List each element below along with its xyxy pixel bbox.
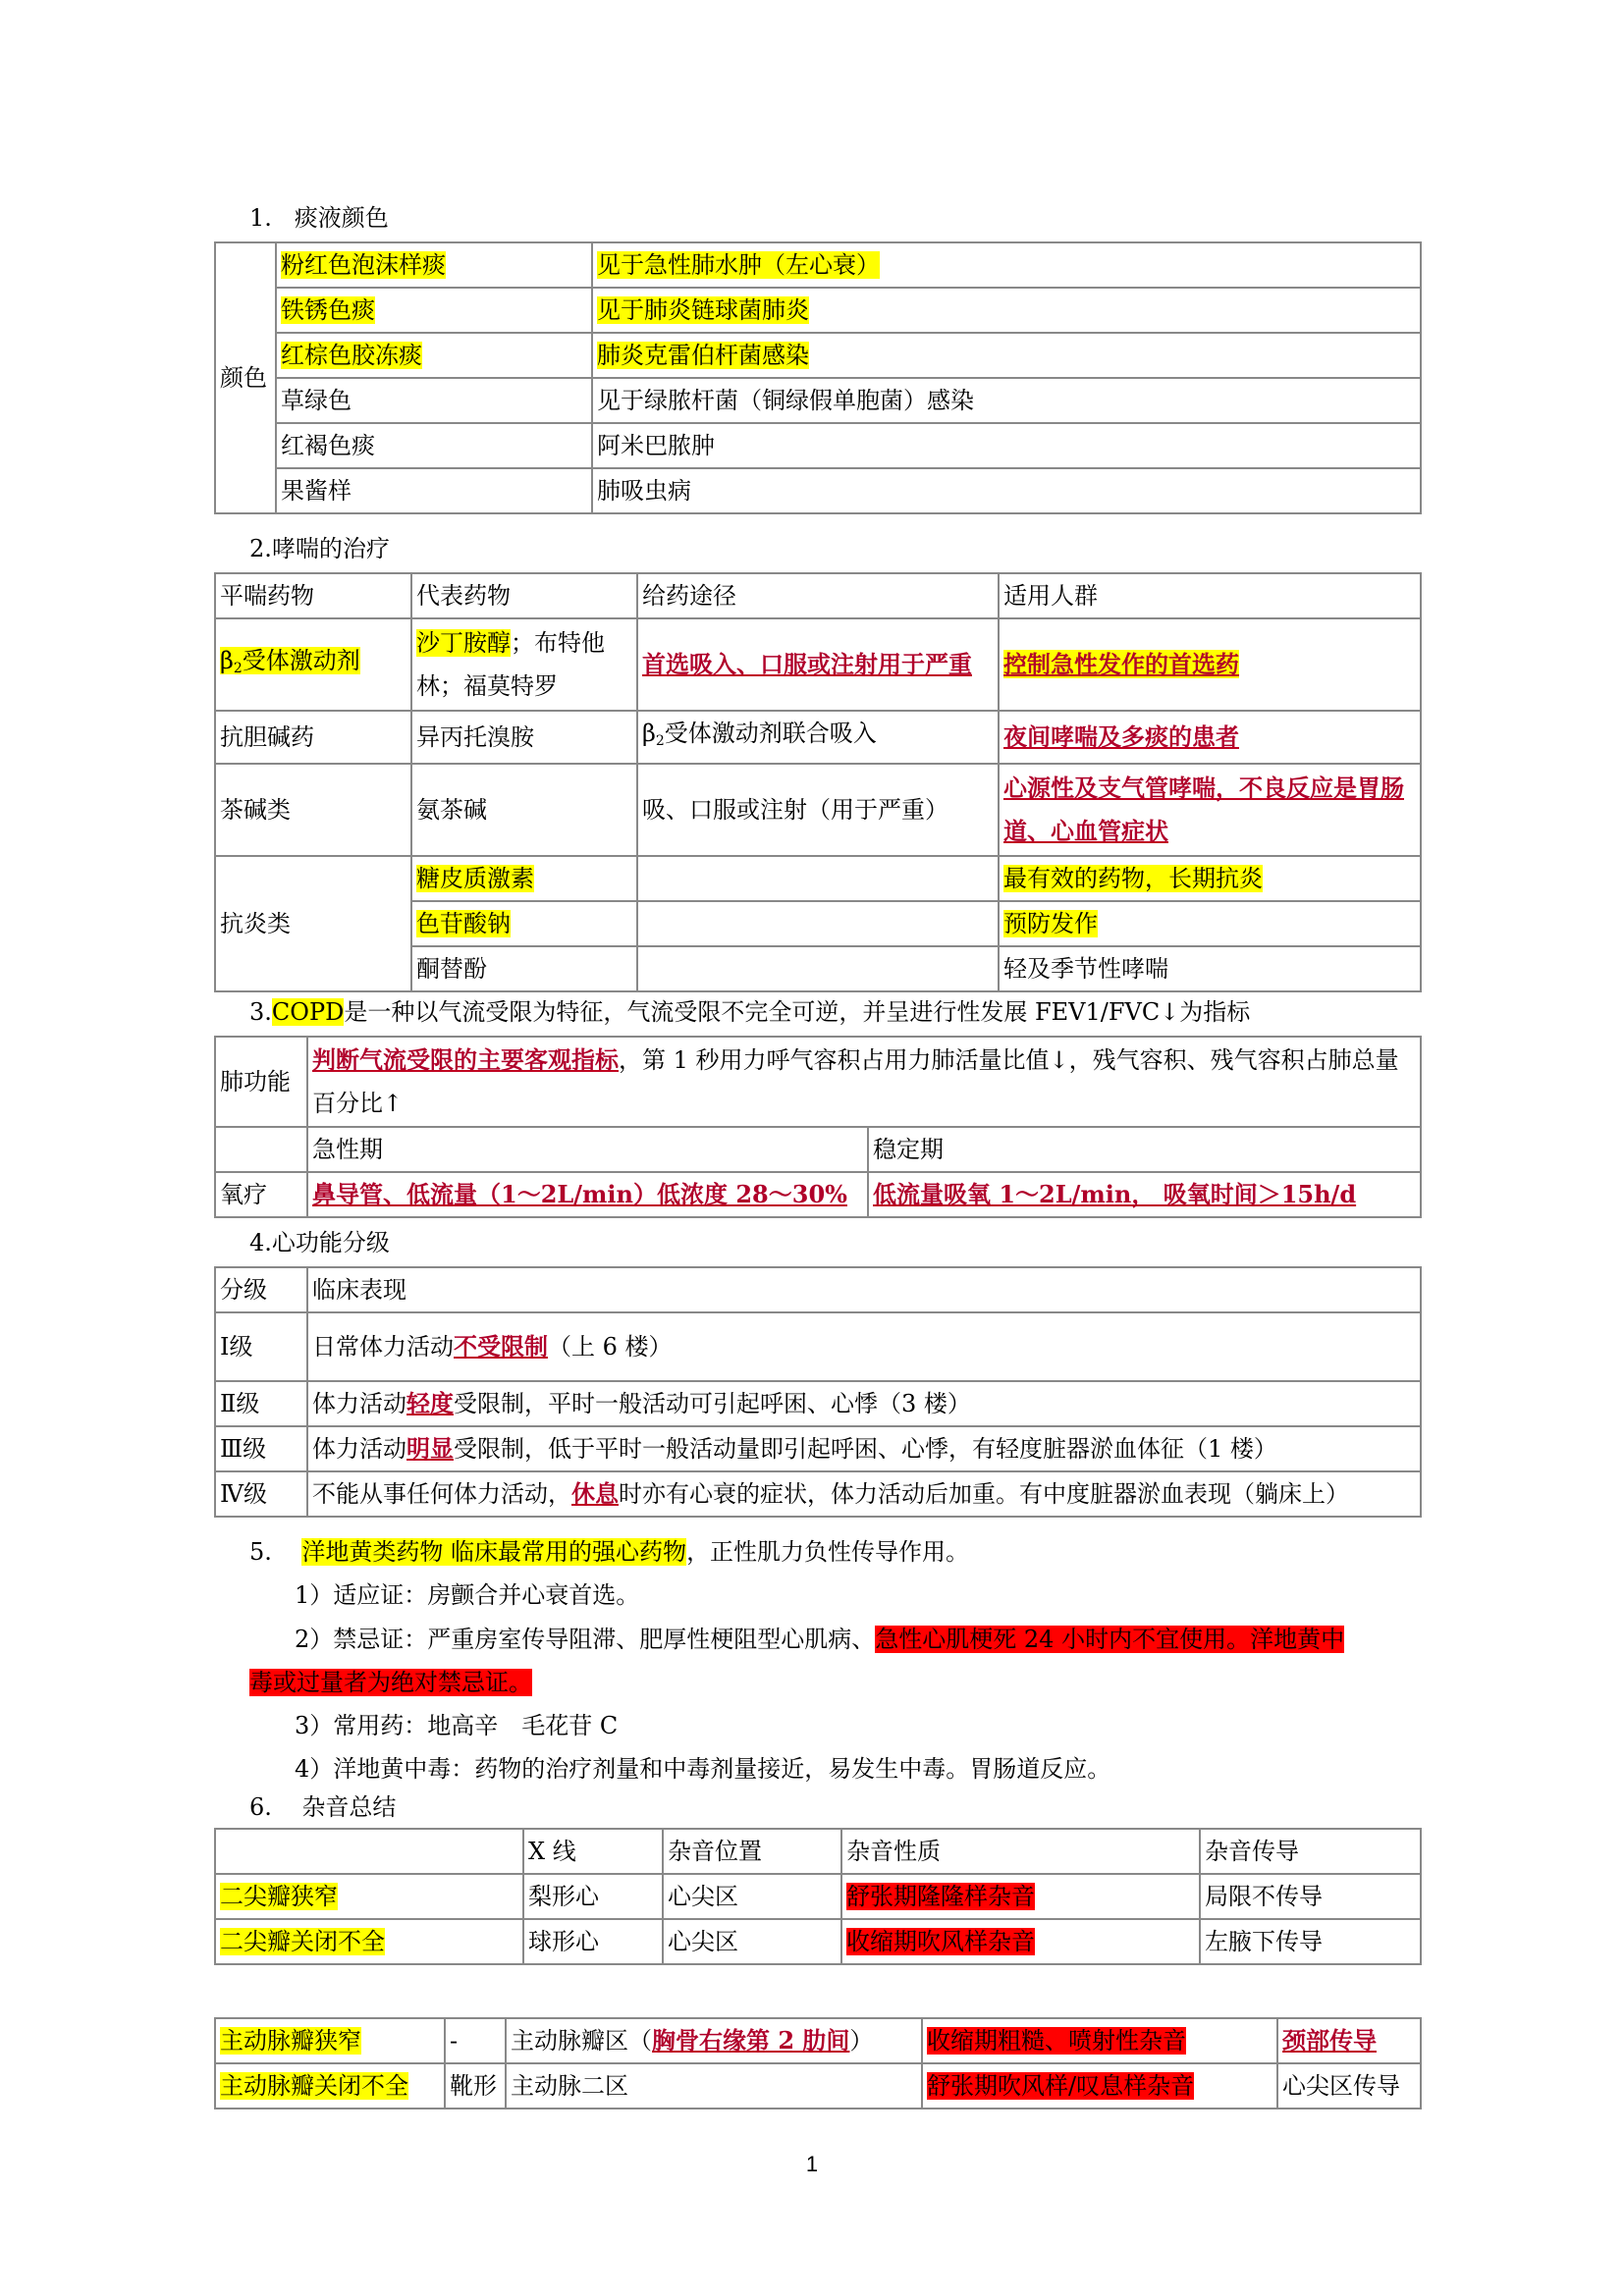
table-row (215, 242, 1421, 288)
section-5-heading: 5. 洋地黄类药物 临床最常用的强心药物，正性肌力负性传导作用。 (249, 1538, 970, 1566)
header-cell: 临床表现 (307, 1267, 1421, 1312)
table-cell: 色苷酸钠 (411, 901, 637, 946)
table-cell: 二尖瓣关闭不全 (215, 1919, 523, 1964)
table-cell: 沙丁胺醇；布特他林；福莫特罗 (411, 618, 637, 711)
table-row (215, 1874, 1421, 1919)
table-row (215, 378, 1421, 423)
paragraph: 2）禁忌证：严重房室传导阻滞、肥厚性梗阻型心肌病、急性心肌梗死 24 小时内不宜使用。洋地黄中 (295, 1626, 1345, 1653)
table-cell: 红棕色胶冻痰 (276, 333, 592, 378)
asthma-treatment-table (214, 572, 1422, 992)
table-cell (637, 856, 999, 901)
table-cell: 酮替酚 (411, 946, 637, 991)
table-cell: 草绿色 (276, 378, 592, 423)
table-cell: 最有效的药物，长期抗炎 (999, 856, 1421, 901)
table-cell: 夜间哮喘及多痰的患者 (999, 711, 1421, 764)
table-row (215, 1312, 1421, 1381)
table-cell: 异丙托溴胺 (411, 711, 637, 764)
table-header-row (215, 1829, 1421, 1874)
group-label-cell: 颜色 (215, 242, 276, 513)
section-title: 痰液颜色 (294, 204, 389, 232)
table-header-row (215, 573, 1421, 618)
table-cell: 体力活动轻度受限制，平时一般活动可引起呼困、心悸（3 楼） (307, 1381, 1421, 1426)
header-cell: 分级 (215, 1267, 307, 1312)
table-cell: 收缩期粗糙、喷射性杂音 (922, 2018, 1277, 2063)
table-cell: 轻及季节性哮喘 (999, 946, 1421, 991)
table-cell: Ⅲ级 (215, 1426, 307, 1471)
table-cell: $\beta_2$受体激动剂联合吸入 (637, 711, 999, 764)
table-cell: 心尖区传导 (1277, 2063, 1421, 2109)
table-cell: $\beta_2$受体激动剂 (215, 618, 411, 711)
table-row (215, 618, 1421, 711)
table-cell: 红褐色痰 (276, 423, 592, 468)
table-cell: 体力活动明显受限制，低于平时一般活动量即引起呼困、心悸，有轻度脏器淤血体征（1 楼） (307, 1426, 1421, 1471)
table-cell: 判断气流受限的主要客观指标，第 1 秒用力呼气容积占用力肺活量比值↓，残气容积、残气容积占肺总量百分比↑ (307, 1037, 1421, 1127)
table-cell: 糖皮质激素 (411, 856, 637, 901)
header-cell: 平喘药物 (215, 573, 411, 618)
table-cell: 果酱样 (276, 468, 592, 513)
paragraph: 毒或过量者为绝对禁忌证。 (249, 1669, 532, 1696)
table-cell: 抗胆碱药 (215, 711, 411, 764)
table-cell: 粉红色泡沫样痰 (276, 242, 592, 288)
table-row (215, 1919, 1421, 1964)
table-cell: 心尖区 (663, 1874, 841, 1919)
header-cell: 代表药物 (411, 573, 637, 618)
table-cell: 见于急性肺水肿（左心衰） (592, 242, 1421, 288)
heart-function-table (214, 1266, 1422, 1518)
table-cell: 见于肺炎链球菌肺炎 (592, 288, 1421, 333)
section-4-heading: 4.心功能分级 (249, 1229, 390, 1256)
section-1-heading (249, 203, 389, 233)
paragraph: 4）洋地黄中毒：药物的治疗剂量和中毒剂量接近，易发生中毒。胃肠道反应。 (295, 1755, 1111, 1783)
table-cell: 左腋下传导 (1200, 1919, 1421, 1964)
table-cell: 低流量吸氧 1～2L/min， 吸氧时间＞15h/d (868, 1172, 1421, 1217)
table-row (215, 1172, 1421, 1217)
section-2-heading: 2.哮喘的治疗 (249, 535, 390, 562)
page-number: 1 (805, 2152, 819, 2176)
murmur-table-1 (214, 1828, 1422, 1965)
copd-term: COPD (271, 998, 345, 1026)
table-row (215, 1127, 1421, 1172)
table-cell: 茶碱类 (215, 764, 411, 856)
table-cell: 主动脉瓣关闭不全 (215, 2063, 445, 2109)
table-cell: 局限不传导 (1200, 1874, 1421, 1919)
table-cell: 心尖区 (663, 1919, 841, 1964)
table-cell: 阿米巴脓肿 (592, 423, 1421, 468)
table-cell: 吸、口服或注射（用于严重） (637, 764, 999, 856)
header-cell: 杂音传导 (1200, 1829, 1421, 1874)
table-cell: 球形心 (523, 1919, 663, 1964)
table-row (215, 2063, 1421, 2109)
header-cell (215, 1829, 523, 1874)
table-cell: 肺炎克雷伯杆菌感染 (592, 333, 1421, 378)
table-row (215, 288, 1421, 333)
table-header-row (215, 1267, 1421, 1312)
paragraph: 3）常用药：地高辛 毛花苷 C (295, 1712, 619, 1739)
murmur-table-2 (214, 2017, 1422, 2109)
table-cell: 控制急性发作的首选药 (999, 618, 1421, 711)
section-number: 1. (249, 204, 272, 232)
table-cell: Ⅳ级 (215, 1471, 307, 1517)
table-cell (637, 946, 999, 991)
table-cell: 收缩期吹风样杂音 (841, 1919, 1200, 1964)
table-cell: 氧疗 (215, 1172, 307, 1217)
table-cell: 舒张期隆隆样杂音 (841, 1874, 1200, 1919)
section-6-heading: 6. 杂音总结 (249, 1793, 397, 1821)
table-cell: 主动脉瓣区（胸骨右缘第 2 肋间） (506, 2018, 922, 2063)
header-cell: 适用人群 (999, 573, 1421, 618)
section-3-heading: 3.COPD是一种以气流受限为特征，气流受限不完全可逆，并呈进行性发展 FEV1/FVC↓为指标 (249, 998, 1251, 1026)
header-cell: 杂音性质 (841, 1829, 1200, 1874)
copd-table (214, 1036, 1422, 1218)
table-cell: 心源性及支气管哮喘，不良反应是胃肠道、心血管症状 (999, 764, 1421, 856)
table-row (215, 1471, 1421, 1517)
table-cell: 抗炎类 (215, 856, 411, 991)
table-cell: 急性期 (307, 1127, 868, 1172)
table-row (215, 856, 1421, 901)
table-row (215, 468, 1421, 513)
table-cell: 稳定期 (868, 1127, 1421, 1172)
header-cell: 杂音位置 (663, 1829, 841, 1874)
table-cell (215, 1127, 307, 1172)
header-cell: X 线 (523, 1829, 663, 1874)
table-cell: 肺吸虫病 (592, 468, 1421, 513)
table-row (215, 711, 1421, 764)
sputum-color-table (214, 241, 1422, 514)
table-cell: 氨茶碱 (411, 764, 637, 856)
table-cell: 铁锈色痰 (276, 288, 592, 333)
table-row (215, 764, 1421, 856)
table-cell: 日常体力活动不受限制（上 6 楼） (307, 1312, 1421, 1381)
table-cell: 颈部传导 (1277, 2018, 1421, 2063)
table-cell: 梨形心 (523, 1874, 663, 1919)
table-cell: - (445, 2018, 506, 2063)
table-row (215, 2018, 1421, 2063)
table-cell: 肺功能 (215, 1037, 307, 1127)
table-cell: 预防发作 (999, 901, 1421, 946)
table-cell: 二尖瓣狭窄 (215, 1874, 523, 1919)
table-cell: 首选吸入、口服或注射用于严重 (637, 618, 999, 711)
table-cell: 鼻导管、低流量（1～2L/min）低浓度 28～30% (307, 1172, 868, 1217)
table-cell: Ⅰ级 (215, 1312, 307, 1381)
paragraph: 1）适应证：房颤合并心衰首选。 (295, 1581, 640, 1609)
table-row (215, 333, 1421, 378)
table-row (215, 1426, 1421, 1471)
table-cell: 靴形 (445, 2063, 506, 2109)
table-cell: 主动脉瓣狭窄 (215, 2018, 445, 2063)
table-cell: Ⅱ级 (215, 1381, 307, 1426)
header-cell: 给药途径 (637, 573, 999, 618)
table-cell: 不能从事任何体力活动，休息时亦有心衰的症状，体力活动后加重。有中度脏器淤血表现（躺床上） (307, 1471, 1421, 1517)
table-cell: 舒张期吹风样/叹息样杂音 (922, 2063, 1277, 2109)
table-row (215, 1037, 1421, 1127)
table-row (215, 1381, 1421, 1426)
table-row (215, 423, 1421, 468)
table-cell: 见于绿脓杆菌（铜绿假单胞菌）感染 (592, 378, 1421, 423)
table-cell (637, 901, 999, 946)
table-cell: 主动脉二区 (506, 2063, 922, 2109)
